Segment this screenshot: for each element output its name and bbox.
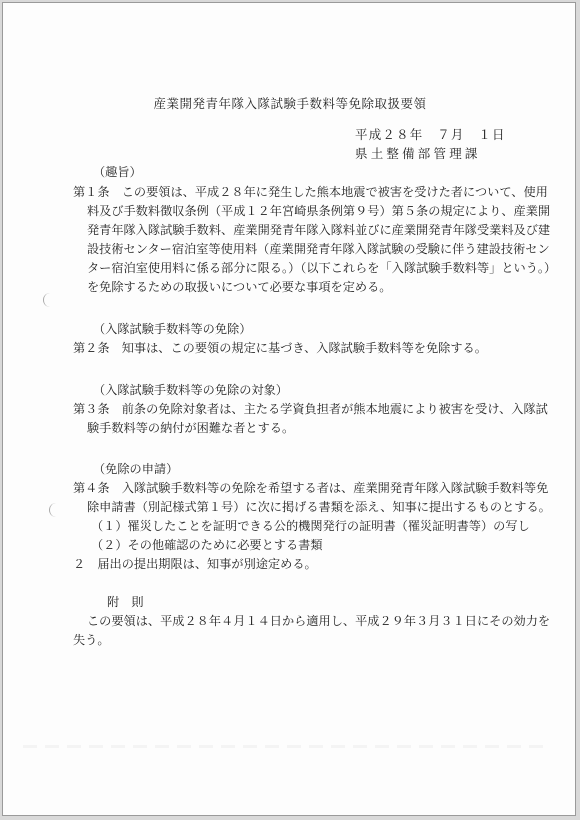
article-3-line-1: 第３条 前条の免除対象者は、主たる学資負担者が熊本地震により被害を受け、入隊試 — [73, 402, 548, 416]
heading-exemption-target: （入隊試験手数料等の免除の対象） — [93, 383, 288, 397]
punch-hole-mark — [49, 503, 56, 517]
department-name: 県土整備部管理課 — [355, 146, 481, 161]
document-title: 産業開発青年隊入隊試験手数料等免除取扱要領 — [153, 96, 427, 111]
heading-purpose: （趣旨） — [93, 165, 142, 179]
supplementary-line-2: 失う。 — [73, 633, 110, 647]
heading-exemption: （入隊試験手数料等の免除） — [93, 322, 252, 336]
article-2-line-1: 第２条 知事は、この要領の規定に基づき、入隊試験手数料等を免除する。 — [73, 341, 487, 355]
article-1-line-2: 料及び手数料徴収条例（平成１２年宮崎県条例第９号）第５条の規定により、産業開 — [87, 204, 551, 218]
article-4-paragraph-2: ２ 届出の提出期限は、知事が別途定める。 — [73, 557, 317, 571]
article-1-line-5: ター宿泊室使用料に係る部分に限る。）（以下これらを「入隊試験手数料等」という。） — [87, 261, 557, 275]
supplementary-provisions-heading: 附 則 — [107, 595, 144, 609]
article-3-line-2: 験手数料等の納付が困難な者とする。 — [87, 421, 295, 435]
article-1-line-1: 第１条 この要領は、平成２８年に発生した熊本地震で被害を受けた者について、使用 — [73, 185, 548, 199]
article-4-line-1: 第４条 入隊試験手数料等の免除を希望する者は、産業開発青年隊入隊試験手数料等免 — [73, 481, 549, 495]
article-1-line-3: 発青年隊入隊試験手数料、産業開発青年隊入隊料並びに産業開発青年隊受業料及び建 — [87, 223, 551, 237]
punch-hole-mark — [43, 293, 50, 307]
document-date: 平成２８年 ７月 １日 — [355, 127, 506, 142]
article-4-line-2: 除申請書（別記様式第１号）に次に掲げる書類を添え、知事に提出するものとする。 — [87, 500, 551, 514]
article-1-line-4: 設技術センター宿泊室等使用料（産業開発青年隊入隊試験の受験に伴う建設技術セン — [87, 242, 550, 256]
document-page — [2, 2, 576, 816]
article-4-item-1: （１）罹災したことを証明できる公的機関発行の証明書（罹災証明書等）の写し — [91, 519, 530, 533]
heading-application: （免除の申請） — [93, 462, 179, 476]
article-1-line-6: を免除するための取扱いについて必要な事項を定める。 — [87, 280, 392, 294]
scan-noise-line — [23, 745, 543, 748]
article-4-item-2: （２）その他確認のために必要とする書類 — [91, 538, 323, 552]
supplementary-line-1: この要領は、平成２８年４月１４日から適用し、平成２９年３月３１日にその効力を — [87, 614, 551, 628]
